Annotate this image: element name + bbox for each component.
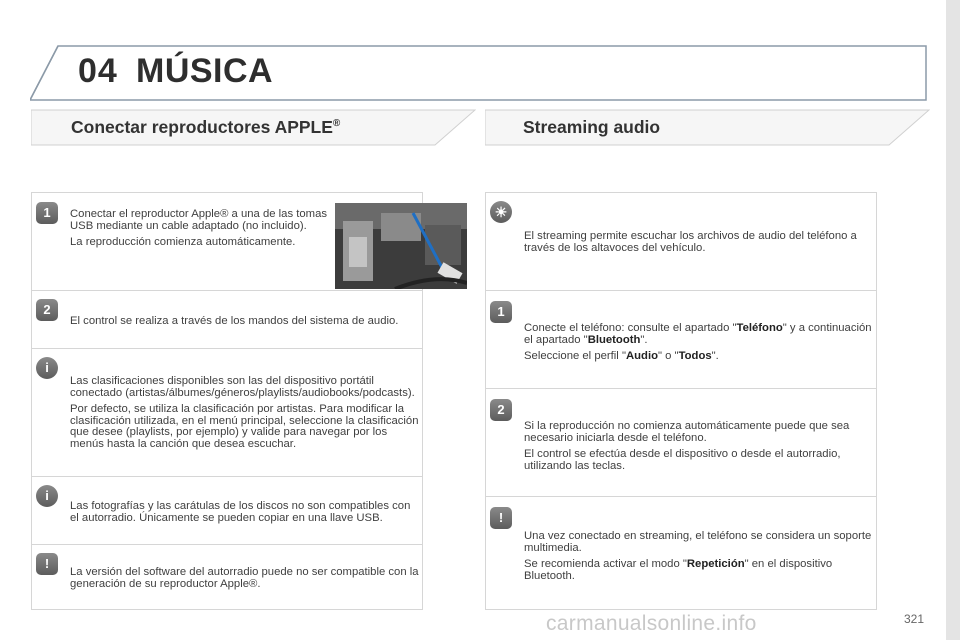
info-icon: i xyxy=(36,357,58,379)
page-number: 321 xyxy=(904,612,925,626)
info-box-1 xyxy=(486,291,876,389)
box-text xyxy=(524,421,874,477)
left-column xyxy=(31,192,423,610)
warning-box xyxy=(486,497,876,609)
box-text xyxy=(70,567,420,595)
section-title-text: Streaming audio xyxy=(523,117,661,137)
paragraph: Las clasificaciones disponibles son las del dispositivo portátil conectado (artistas/álbumes/géneros/playlists/audiobooks/podcasts). xyxy=(70,375,415,399)
section-title-text: Conectar reproductores APPLE® xyxy=(71,117,341,137)
paragraph: La versión del software del autorradio puede no ser compatible con la generación de su reproductor Apple®. xyxy=(70,566,419,590)
watermark: carmanualsonline.info xyxy=(546,612,757,635)
info-box-3 xyxy=(32,349,422,477)
info-box-2 xyxy=(32,291,422,349)
info-icon: i xyxy=(36,485,58,507)
box-text xyxy=(70,316,420,333)
right-column xyxy=(485,192,877,610)
info-box-1 xyxy=(32,193,422,291)
box-text xyxy=(70,209,328,254)
usb-cable-illustration xyxy=(335,203,467,289)
paragraph: La reproducción comienza automáticamente. xyxy=(70,236,296,249)
sun-icon: ☀ xyxy=(490,201,512,223)
warning-box xyxy=(32,545,422,609)
paragraph: Si la reproducción no comienza automáticamente puede que sea necesario iniciarla desde el teléfono. xyxy=(524,420,850,444)
chapter-title: MÚSICA xyxy=(136,52,274,90)
paragraph: Seleccione el perfil "Audio" o "Todos". xyxy=(524,350,719,363)
box-text xyxy=(524,323,874,368)
paragraph: Conectar el reproductor Apple® a una de las tomas USB mediante un cable adaptado (no incluido). xyxy=(70,208,328,232)
info-box-sun xyxy=(486,193,876,291)
warning-icon: ! xyxy=(490,507,512,529)
step-1-badge: 1 xyxy=(490,301,512,323)
paragraph: El streaming permite escuchar los archivos de audio del teléfono a través de los altavoces del vehículo. xyxy=(524,230,857,254)
chapter-header xyxy=(30,44,928,102)
box-text xyxy=(524,531,874,587)
paragraph: El control se efectúa desde el dispositivo o desde el autorradio, utilizando las teclas. xyxy=(524,448,841,472)
paragraph: Las fotografías y las carátulas de los discos no son compatibles con el autorradio. Únicamente se pueden copiar en una llave USB. xyxy=(70,500,411,524)
paragraph: Se recomienda activar el modo "Repetición" en el dispositivo Bluetooth. xyxy=(524,558,833,582)
step-1-badge: 1 xyxy=(36,202,58,224)
side-strip xyxy=(946,0,960,640)
box-text xyxy=(524,231,874,259)
section-title-streaming xyxy=(485,108,930,146)
paragraph: El control se realiza a través de los mandos del sistema de audio. xyxy=(70,315,399,327)
step-2-badge: 2 xyxy=(36,299,58,321)
paragraph: Conecte el teléfono: consulte el apartado "Teléfono" y a continuación el apartado "Bluetooth". xyxy=(524,322,872,346)
step-2-badge: 2 xyxy=(490,399,512,421)
info-box-2 xyxy=(486,389,876,497)
warning-icon: ! xyxy=(36,553,58,575)
usb-cable-photo xyxy=(335,203,467,289)
box-text xyxy=(70,376,420,456)
section-title-apple xyxy=(31,108,476,146)
chapter-number: 04 xyxy=(78,52,118,90)
paragraph: Por defecto, se utiliza la clasificación por artistas. Para modificar la clasificación utilizada, en el menú principal, seleccione la clasificación que desee (playlists, por ejemplo) y valide para navegar por los menús hasta la canción que desea escuchar. xyxy=(70,403,419,450)
paragraph: Una vez conectado en streaming, el teléfono se considera un soporte multimedia. xyxy=(524,530,872,554)
info-box-4 xyxy=(32,477,422,545)
box-text xyxy=(70,501,420,529)
